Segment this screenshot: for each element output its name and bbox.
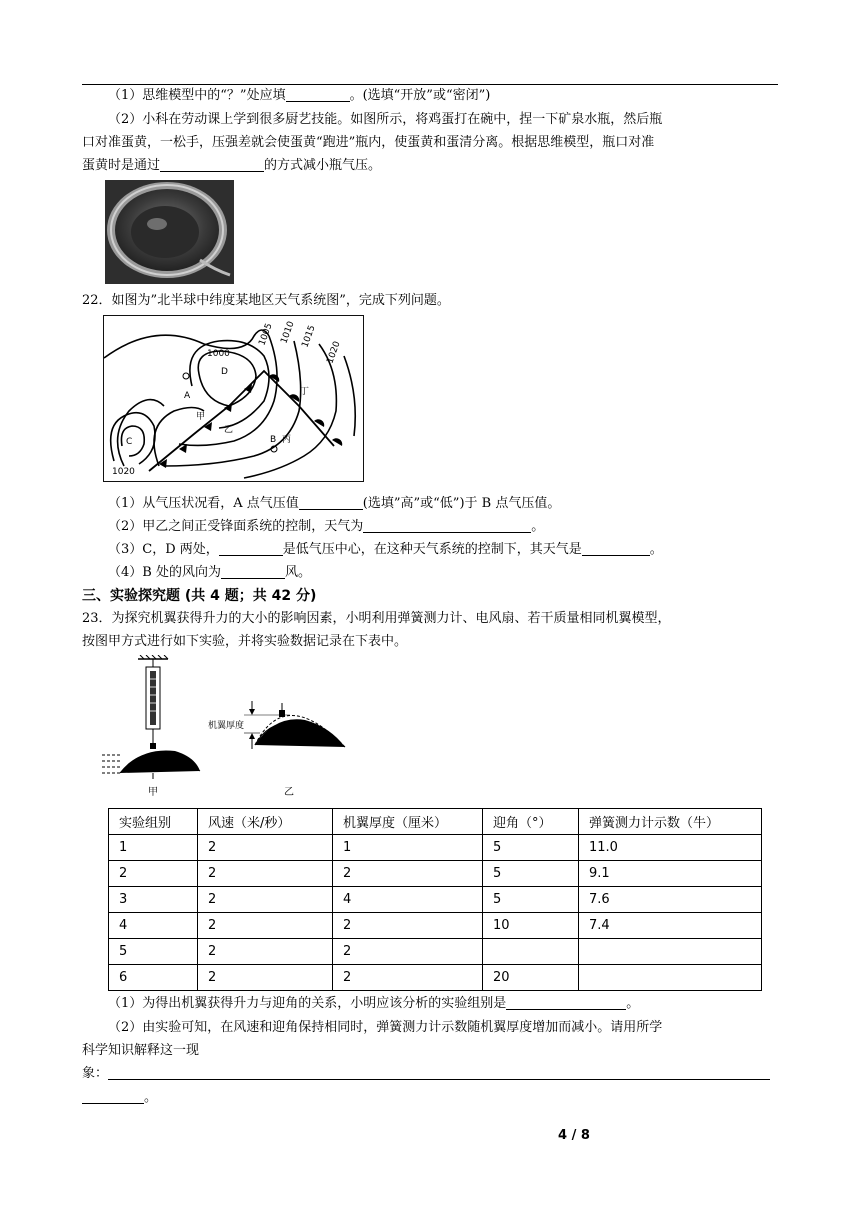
- answer-blank[interactable]: [221, 564, 285, 579]
- svg-text:D: D: [221, 367, 228, 377]
- q23-part2-line2: 科学知识解释这一现: [82, 1043, 200, 1058]
- iso-1000-label: 1000: [207, 349, 230, 359]
- q23-part2-line4: 。: [82, 1088, 157, 1108]
- svg-text:甲: 甲: [196, 412, 206, 422]
- q22-part1: （1）从气压状况看，A 点气压值 (选填”高”或“低”)于 B 点气压值。: [108, 496, 561, 511]
- q21-part2-line2: 口对准蛋黄，一松手，压强差就会使蛋黄“跑进”瓶内，使蛋黄和蛋清分离。根据思维模型，瓶口对准: [82, 135, 655, 150]
- table-row: 6 2 2 20: [109, 965, 762, 991]
- answer-blank[interactable]: [160, 157, 264, 172]
- table-header-row: 实验组别 风速（米/秒） 机翼厚度（厘米） 迎角（°） 弹簧测力计示数（牛）: [109, 809, 762, 835]
- table-row: 5 2 2: [109, 939, 762, 965]
- table-row: 2 2 2 5 9.1: [109, 861, 762, 887]
- answer-blank[interactable]: [299, 495, 363, 510]
- table-row: 4 2 2 10 7.4: [109, 913, 762, 939]
- svg-text:1020: 1020: [325, 340, 343, 366]
- answer-blank[interactable]: [506, 995, 626, 1010]
- section-heading: 三、实验探究题 (共 4 题；共 42 分): [82, 588, 317, 604]
- svg-text:B: B: [270, 435, 277, 445]
- page-number: 4 / 8: [558, 1128, 590, 1143]
- answer-blank[interactable]: [82, 1089, 144, 1104]
- svg-text:机翼厚度: 机翼厚度: [208, 721, 245, 731]
- q21-part2-line1: （2）小科在劳动课上学到很多厨艺技能。如图所示，将鸡蛋打在碗中，捏一下矿泉水瓶，然后瓶: [108, 112, 663, 127]
- svg-text:丁: 丁: [300, 387, 310, 397]
- experiment-data-table: [108, 808, 762, 991]
- header-rule: [82, 84, 778, 85]
- svg-text:乙: 乙: [224, 425, 234, 435]
- q23-part2-line1: （2）由实验可知，在风速和迎角保持相同时，弹簧测力计示数随机翼厚度增加而减小。请用所学: [108, 1020, 663, 1035]
- q23-part2-line3: 象：: [82, 1064, 770, 1084]
- answer-blank[interactable]: [108, 1065, 770, 1080]
- q21-part2-line3: 蛋黄时是通过 的方式减小瓶气压。: [82, 158, 382, 173]
- svg-text:C: C: [126, 437, 133, 447]
- svg-text:1020: 1020: [112, 467, 135, 477]
- svg-text:丙: 丙: [282, 435, 292, 445]
- egg-bottle-photo: [105, 180, 234, 284]
- answer-blank[interactable]: [286, 87, 350, 102]
- svg-text:A: A: [184, 391, 191, 401]
- q21-part1: （1）思维模型中的“？”处应填 。(选填“开放”或“密闭”): [108, 88, 491, 103]
- q22-part4: （4）B 处的风向为 风。: [108, 565, 311, 580]
- q22-part2: （2）甲乙之间正受锋面系统的控制，天气为 。: [108, 519, 545, 534]
- weather-system-map: [103, 315, 364, 482]
- q22-part3: （3）C，D 两处， 是低气压中心，在这种天气系统的控制下，其天气是 。: [108, 542, 663, 557]
- q23-part1: （1）为得出机翼获得升力与迎角的关系，小明应该分析的实验组别是 。: [108, 996, 640, 1011]
- svg-text:1005: 1005: [257, 322, 275, 348]
- q23-line2: 按图甲方式进行如下实验，并将实验数据记录在下表中。: [82, 634, 408, 649]
- svg-text:1015: 1015: [300, 324, 318, 350]
- table-row: 3 2 4 5 7.6: [109, 887, 762, 913]
- svg-text:1010: 1010: [279, 320, 297, 346]
- svg-text:乙: 乙: [284, 787, 294, 798]
- svg-text:甲: 甲: [148, 787, 158, 798]
- answer-blank[interactable]: [363, 518, 531, 533]
- wing-experiment-figure: [100, 655, 360, 800]
- q22-title: 22．如图为”北半球中纬度某地区天气系统图”，完成下列问题。: [82, 293, 450, 308]
- answer-blank[interactable]: [582, 541, 650, 556]
- q23-line1: 23．为探究机翼获得升力的大小的影响因素，小明利用弹簧测力计、电风扇、若干质量相同机翼模型，: [82, 611, 671, 626]
- answer-blank[interactable]: [219, 541, 283, 556]
- table-row: 1 2 1 5 11.0: [109, 835, 762, 861]
